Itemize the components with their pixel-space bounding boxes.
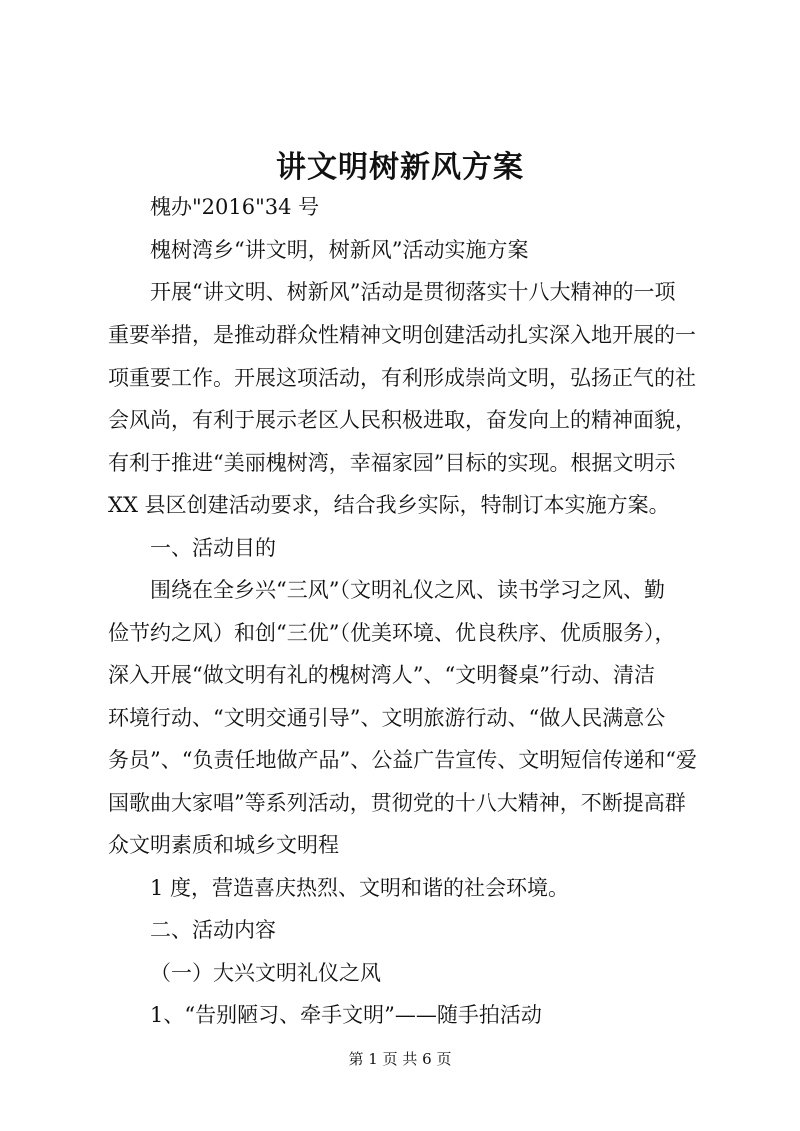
page-title: 讲文明树新风方案 xyxy=(276,150,524,185)
paragraph-line: XX 县区创建活动要求，结合我乡实际，特制订本实施方案。 xyxy=(108,493,670,517)
page-footer: 第 1 页 共 6 页 xyxy=(348,1050,452,1068)
paragraph-line: 环境行动、“文明交通引导”、文明旅游行动、“做人民满意公 xyxy=(108,706,666,730)
paragraph-line: 项重要工作。开展这项活动，有利形成崇尚文明，弘扬正气的社 xyxy=(108,366,696,390)
item-heading: 1、“告别陋习、牵手文明”——随手拍活动 xyxy=(150,1003,542,1027)
paragraph-line: 众文明素质和城乡文明程 xyxy=(108,833,339,857)
paragraph-line: 1 度，营造喜庆热烈、文明和谐的社会环境。 xyxy=(150,876,570,900)
document-ref: 槐办"2016"34 号 xyxy=(150,195,320,219)
paragraph-line: 务员”、“负责任地做产品”、公益广告宣传、文明短信传递和“爱 xyxy=(108,748,697,772)
paragraph-line: 围绕在全乡兴“三风”（文明礼仪之风、读书学习之风、勤 xyxy=(150,578,665,602)
paragraph-line: 会风尚，有利于展示老区人民积极进取，奋发向上的精神面貌， xyxy=(108,408,696,432)
paragraph-line: 有利于推进“美丽槐树湾，幸福家园”目标的实现。根据文明示 xyxy=(108,451,676,475)
subsection-heading: （一）大兴文明礼仪之风 xyxy=(150,961,381,985)
paragraph-line: 俭节约之风）和创“三优”（优美环境、优良秩序、优质服务）， xyxy=(108,621,676,645)
paragraph-line: 重要举措，是推动群众性精神文明创建活动扎实深入地开展的一 xyxy=(108,323,696,347)
paragraph-line: 国歌曲大家唱”等系列活动，贯彻党的十八大精神，不断提高群 xyxy=(108,791,686,815)
document-subtitle: 槐树湾乡“讲文明，树新风”活动实施方案 xyxy=(150,238,529,262)
section-heading: 一、活动目的 xyxy=(150,536,276,560)
section-heading: 二、活动内容 xyxy=(150,918,276,942)
paragraph-line: 开展“讲文明、树新风”活动是贯彻落实十八大精神的一项 xyxy=(150,280,676,304)
paragraph-line: 深入开展“做文明有礼的槐树湾人”、“文明餐桌”行动、清洁 xyxy=(108,663,655,687)
